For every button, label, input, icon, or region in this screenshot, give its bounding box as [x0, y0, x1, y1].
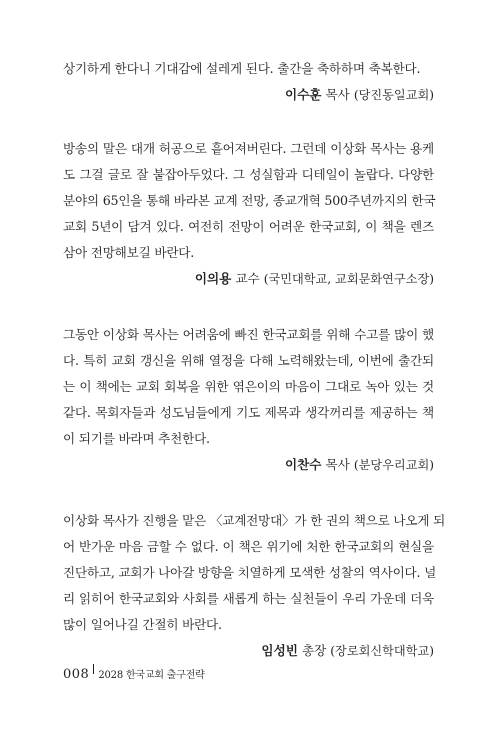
endorser-affiliation: (분당우리교회) [353, 458, 434, 472]
endorser-name: 이찬수 [284, 457, 322, 472]
text-line: 많이 일어나길 간절히 바란다. [63, 617, 222, 632]
text-line: 상기하게 한다니 기대감에 설레게 된다. 출간을 축하하며 축복한다. [63, 61, 421, 76]
signature-2 [63, 266, 434, 292]
text-line: 다. 특히 교회 갱신을 위해 열정을 다해 노력해왔는데, 이번에 출간되 [63, 353, 434, 368]
text-line: 이 되기를 바라며 추천한다. [63, 431, 210, 446]
endorsement-paragraph-1 [63, 56, 434, 82]
text-line: 리 읽히어 한국교회와 사회를 새롭게 하는 실천들이 우리 가운데 더욱 [63, 591, 434, 606]
endorser-name: 임성빈 [261, 643, 298, 658]
text-line: 는 이 책에는 교회 회복을 위한 엮은이의 마음이 그대로 녹아 있는 것 [63, 379, 434, 394]
text-line: 도 그걸 글로 잘 붙잡아두었다. 그 성실함과 디테일이 놀랍다. 다양한 [63, 167, 434, 182]
endorser-affiliation: (당진동일교회) [353, 88, 434, 102]
text-line: 그동안 이상화 목사는 어려움에 빠진 한국교회를 위해 수고를 많이 했 [63, 327, 434, 342]
endorser-name: 이의용 [194, 271, 232, 286]
text-line: 같다. 목회자들과 성도님들에게 기도 제목과 생각꺼리를 제공하는 책 [63, 405, 434, 420]
endorser-affiliation: (장로회신학대학교) [330, 644, 434, 658]
text-line: 교회 5년이 담겨 있다. 여전히 전망이 어려운 한국교회, 이 책을 렌즈 [63, 219, 434, 234]
endorsement-paragraph-2 [63, 136, 434, 266]
endorser-role: 총장 [301, 643, 327, 658]
endorser-affiliation: (국민대학교, 교회문화연구소장) [263, 272, 434, 286]
endorsement-paragraph-3 [63, 322, 434, 452]
text-line: 삼아 전망해보길 바란다. [63, 245, 195, 260]
endorser-role: 목사 [325, 457, 350, 472]
page-number: 008 [63, 667, 90, 682]
text-line: 어 반가운 마음 금할 수 없다. 이 책은 위기에 처한 한국교회의 현실을 [63, 539, 434, 554]
endorser-role: 교수 [235, 271, 260, 286]
endorser-role: 목사 [325, 87, 350, 102]
book-title: 2028 한국교회 출구전략 [98, 670, 205, 681]
document-page [63, 56, 446, 664]
text-line: 진단하고, 교회가 나아갈 방향을 치열하게 모색한 성찰의 역사이다. 널 [63, 565, 437, 580]
signature-1 [63, 82, 434, 108]
endorsement-paragraph-4 [63, 508, 446, 638]
endorser-name: 이수훈 [284, 87, 322, 102]
text-line: 분야의 65인을 통해 바라본 교계 전망, 종교개혁 500주년까지의 한국 [63, 193, 436, 208]
signature-3 [63, 452, 434, 478]
text-line: 이상화 목사가 진행을 맡은 〈교계전망대〉가 한 권의 책으로 나오게 되 [63, 513, 446, 528]
footer-divider [93, 664, 94, 674]
page-footer [63, 664, 205, 682]
text-line: 방송의 말은 대개 허공으로 흩어져버린다. 그런데 이상화 목사는 용케 [63, 141, 434, 156]
signature-4 [63, 638, 434, 664]
